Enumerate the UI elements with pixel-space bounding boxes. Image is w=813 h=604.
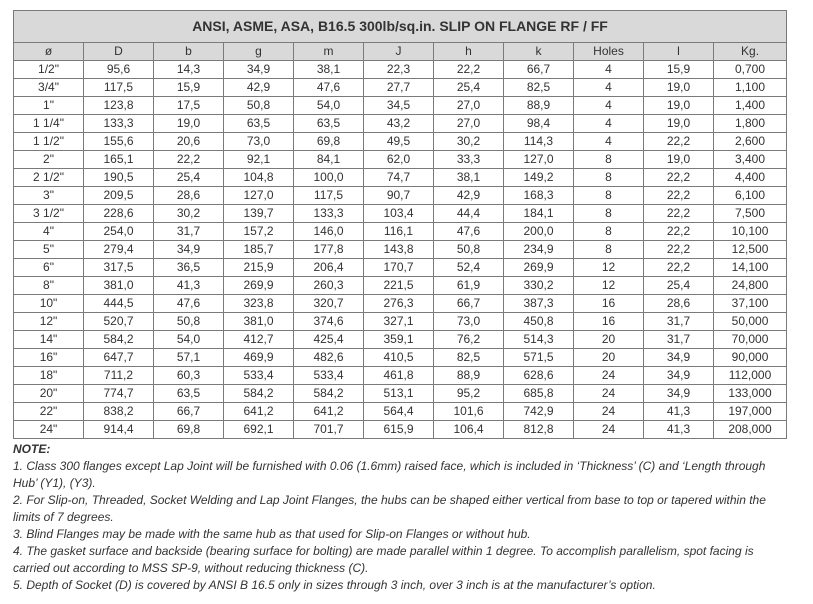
table-cell: 16 xyxy=(574,313,644,331)
table-cell: 711,2 xyxy=(84,367,154,385)
table-cell: 25,4 xyxy=(154,169,224,187)
table-cell: 24 xyxy=(574,367,644,385)
table-row xyxy=(14,133,787,151)
table-cell: 571,5 xyxy=(504,349,574,367)
table-cell: 628,6 xyxy=(504,367,574,385)
note-item: 4. The gasket surface and backside (bearing surface for bolting) are made parallel within 1 degree. To accomplish parallelism, spot facing is carried out according to MSS SP-9, without reducing thickness (C). xyxy=(13,544,754,575)
column-header: b xyxy=(154,43,224,61)
table-cell: 112,000 xyxy=(714,367,787,385)
table-cell: 14,100 xyxy=(714,259,787,277)
column-header-row xyxy=(14,43,787,61)
table-cell: 12 xyxy=(574,277,644,295)
table-cell: 276,3 xyxy=(364,295,434,313)
table-cell: 8" xyxy=(14,277,84,295)
table-cell: 692,1 xyxy=(224,421,294,439)
table-cell: 19,0 xyxy=(644,115,714,133)
table-cell: 74,7 xyxy=(364,169,434,187)
table-cell: 54,0 xyxy=(294,97,364,115)
table-cell: 37,100 xyxy=(714,295,787,313)
table-cell: 4" xyxy=(14,223,84,241)
table-cell: 812,8 xyxy=(504,421,574,439)
table-cell: 57,1 xyxy=(154,349,224,367)
table-cell: 63,5 xyxy=(154,385,224,403)
table-cell: 22,3 xyxy=(364,61,434,79)
table-cell: 15,9 xyxy=(154,79,224,97)
table-cell: 100,0 xyxy=(294,169,364,187)
table-cell: 155,6 xyxy=(84,133,154,151)
table-cell: 323,8 xyxy=(224,295,294,313)
table-row xyxy=(14,187,787,205)
table-cell: 20 xyxy=(574,331,644,349)
table-cell: 3,400 xyxy=(714,151,787,169)
table-cell: 66,7 xyxy=(154,403,224,421)
table-cell: 69,8 xyxy=(154,421,224,439)
table-cell: 116,1 xyxy=(364,223,434,241)
table-cell: 24 xyxy=(574,421,644,439)
table-cell: 22,2 xyxy=(644,187,714,205)
table-cell: 1,100 xyxy=(714,79,787,97)
table-row xyxy=(14,259,787,277)
table-cell: 31,7 xyxy=(644,313,714,331)
table-cell: 22,2 xyxy=(644,241,714,259)
table-cell: 8 xyxy=(574,169,644,187)
table-cell: 197,000 xyxy=(714,403,787,421)
table-cell: 641,2 xyxy=(224,403,294,421)
table-cell: 47,6 xyxy=(294,79,364,97)
table-cell: 425,4 xyxy=(294,331,364,349)
table-cell: 3" xyxy=(14,187,84,205)
table-cell: 123,8 xyxy=(84,97,154,115)
note-item: 1. Class 300 flanges except Lap Joint will be furnished with 0.06 (1.6mm) raised face, which is included in ‘Thickness’ (C) and ‘Length through Hub’ (Y1), (Y3). xyxy=(13,459,766,490)
table-cell: 387,3 xyxy=(504,295,574,313)
table-row xyxy=(14,403,787,421)
table-cell: 461,8 xyxy=(364,367,434,385)
table-cell: 28,6 xyxy=(154,187,224,205)
table-cell: 533,4 xyxy=(294,367,364,385)
table-cell: 19,0 xyxy=(644,97,714,115)
table-cell: 8 xyxy=(574,241,644,259)
table-cell: 533,4 xyxy=(224,367,294,385)
notes-heading: NOTE: xyxy=(13,442,51,456)
table-cell: 8 xyxy=(574,205,644,223)
table-row xyxy=(14,169,787,187)
table-cell: 22,2 xyxy=(644,133,714,151)
table-cell: 88,9 xyxy=(434,367,504,385)
table-cell: 15,9 xyxy=(644,61,714,79)
table-cell: 27,0 xyxy=(434,97,504,115)
table-cell: 584,2 xyxy=(84,331,154,349)
table-cell: 22,2 xyxy=(644,169,714,187)
table-cell: 4 xyxy=(574,115,644,133)
table-cell: 520,7 xyxy=(84,313,154,331)
table-cell: 1,400 xyxy=(714,97,787,115)
table-cell: 90,000 xyxy=(714,349,787,367)
table-cell: 82,5 xyxy=(504,79,574,97)
table-cell: 19,0 xyxy=(644,151,714,169)
table-cell: 469,9 xyxy=(224,349,294,367)
table-cell: 14" xyxy=(14,331,84,349)
table-cell: 1 1/2" xyxy=(14,133,84,151)
table-cell: 1 1/4" xyxy=(14,115,84,133)
table-cell: 320,7 xyxy=(294,295,364,313)
table-cell: 254,0 xyxy=(84,223,154,241)
table-cell: 16 xyxy=(574,295,644,313)
note-item: 2. For Slip-on, Threaded, Socket Welding and Lap Joint Flanges, the hubs can be shaped either vertical from base to top or tapered within the limits of 7 degrees. xyxy=(13,493,766,524)
table-cell: 701,7 xyxy=(294,421,364,439)
table-cell: 4 xyxy=(574,97,644,115)
table-cell: 14,3 xyxy=(154,61,224,79)
table-cell: 2" xyxy=(14,151,84,169)
column-header: Holes xyxy=(574,43,644,61)
table-cell: 106,4 xyxy=(434,421,504,439)
table-cell: 381,0 xyxy=(224,313,294,331)
table-cell: 10" xyxy=(14,295,84,313)
table-cell: 20,6 xyxy=(154,133,224,151)
table-cell: 584,2 xyxy=(224,385,294,403)
table-cell: 101,6 xyxy=(434,403,504,421)
table-cell: 50,8 xyxy=(154,313,224,331)
table-cell: 42,9 xyxy=(434,187,504,205)
table-row xyxy=(14,313,787,331)
table-cell: 30,2 xyxy=(154,205,224,223)
table-cell: 117,5 xyxy=(294,187,364,205)
table-cell: 25,4 xyxy=(644,277,714,295)
table-cell: 641,2 xyxy=(294,403,364,421)
flange-dimension-table xyxy=(13,10,787,439)
table-cell: 84,1 xyxy=(294,151,364,169)
table-cell: 41,3 xyxy=(644,403,714,421)
table-cell: 139,7 xyxy=(224,205,294,223)
table-cell: 359,1 xyxy=(364,331,434,349)
table-row xyxy=(14,349,787,367)
column-header: J xyxy=(364,43,434,61)
table-cell: 3/4" xyxy=(14,79,84,97)
table-cell: 1/2" xyxy=(14,61,84,79)
table-row xyxy=(14,205,787,223)
table-cell: 20 xyxy=(574,349,644,367)
table-cell: 49,5 xyxy=(364,133,434,151)
table-cell: 27,7 xyxy=(364,79,434,97)
table-cell: 42,9 xyxy=(224,79,294,97)
table-cell: 117,5 xyxy=(84,79,154,97)
table-cell: 38,1 xyxy=(294,61,364,79)
table-cell: 31,7 xyxy=(644,331,714,349)
table-cell: 34,5 xyxy=(364,97,434,115)
table-row xyxy=(14,421,787,439)
table-cell: 50,8 xyxy=(224,97,294,115)
table-cell: 0,700 xyxy=(714,61,787,79)
table-cell: 185,7 xyxy=(224,241,294,259)
table-cell: 38,1 xyxy=(434,169,504,187)
table-row xyxy=(14,223,787,241)
table-cell: 17,5 xyxy=(154,97,224,115)
table-cell: 63,5 xyxy=(294,115,364,133)
table-cell: 6" xyxy=(14,259,84,277)
table-cell: 8 xyxy=(574,151,644,169)
table-cell: 149,2 xyxy=(504,169,574,187)
table-cell: 24 xyxy=(574,403,644,421)
table-cell: 50,8 xyxy=(434,241,504,259)
flange-spec-document xyxy=(13,10,786,594)
table-cell: 177,8 xyxy=(294,241,364,259)
table-cell: 24 xyxy=(574,385,644,403)
table-cell: 8 xyxy=(574,187,644,205)
table-row xyxy=(14,277,787,295)
table-cell: 269,9 xyxy=(504,259,574,277)
table-cell: 260,3 xyxy=(294,277,364,295)
table-row xyxy=(14,367,787,385)
table-cell: 50,000 xyxy=(714,313,787,331)
table-cell: 513,1 xyxy=(364,385,434,403)
table-cell: 234,9 xyxy=(504,241,574,259)
notes-section xyxy=(13,441,786,594)
table-cell: 208,000 xyxy=(714,421,787,439)
table-cell: 22,2 xyxy=(644,223,714,241)
table-cell: 279,4 xyxy=(84,241,154,259)
table-cell: 76,2 xyxy=(434,331,504,349)
table-cell: 450,8 xyxy=(504,313,574,331)
column-header: l xyxy=(644,43,714,61)
table-cell: 88,9 xyxy=(504,97,574,115)
table-cell: 209,5 xyxy=(84,187,154,205)
table-cell: 22,2 xyxy=(154,151,224,169)
table-cell: 4 xyxy=(574,79,644,97)
table-cell: 34,9 xyxy=(644,367,714,385)
table-cell: 31,7 xyxy=(154,223,224,241)
table-cell: 133,000 xyxy=(714,385,787,403)
table-cell: 22,2 xyxy=(434,61,504,79)
table-cell: 412,7 xyxy=(224,331,294,349)
table-cell: 742,9 xyxy=(504,403,574,421)
table-cell: 4 xyxy=(574,133,644,151)
table-cell: 200,0 xyxy=(504,223,574,241)
table-cell: 482,6 xyxy=(294,349,364,367)
column-header: h xyxy=(434,43,504,61)
table-cell: 374,6 xyxy=(294,313,364,331)
table-cell: 24,800 xyxy=(714,277,787,295)
table-cell: 92,1 xyxy=(224,151,294,169)
table-cell: 330,2 xyxy=(504,277,574,295)
table-cell: 444,5 xyxy=(84,295,154,313)
table-cell: 3 1/2" xyxy=(14,205,84,223)
table-cell: 61,9 xyxy=(434,277,504,295)
table-cell: 98,4 xyxy=(504,115,574,133)
table-cell: 914,4 xyxy=(84,421,154,439)
table-cell: 133,3 xyxy=(294,205,364,223)
table-row xyxy=(14,79,787,97)
table-cell: 146,0 xyxy=(294,223,364,241)
table-cell: 143,8 xyxy=(364,241,434,259)
table-cell: 4 xyxy=(574,61,644,79)
table-cell: 4,400 xyxy=(714,169,787,187)
table-cell: 44,4 xyxy=(434,205,504,223)
table-cell: 28,6 xyxy=(644,295,714,313)
table-cell: 317,5 xyxy=(84,259,154,277)
table-cell: 34,9 xyxy=(224,61,294,79)
table-cell: 114,3 xyxy=(504,133,574,151)
table-cell: 54,0 xyxy=(154,331,224,349)
table-cell: 838,2 xyxy=(84,403,154,421)
table-cell: 104,8 xyxy=(224,169,294,187)
table-cell: 133,3 xyxy=(84,115,154,133)
table-cell: 34,9 xyxy=(154,241,224,259)
table-cell: 410,5 xyxy=(364,349,434,367)
table-row xyxy=(14,331,787,349)
table-row xyxy=(14,115,787,133)
table-cell: 157,2 xyxy=(224,223,294,241)
table-cell: 127,0 xyxy=(224,187,294,205)
table-cell: 95,6 xyxy=(84,61,154,79)
table-cell: 18" xyxy=(14,367,84,385)
table-cell: 22" xyxy=(14,403,84,421)
table-cell: 41,3 xyxy=(154,277,224,295)
table-cell: 19,0 xyxy=(154,115,224,133)
note-item: 3. Blind Flanges may be made with the same hub as that used for Slip-on Flanges or without hub. xyxy=(13,527,531,541)
table-cell: 564,4 xyxy=(364,403,434,421)
table-cell: 34,9 xyxy=(644,385,714,403)
table-title: ANSI, ASME, ASA, B16.5 300lb/sq.in. SLIP ON FLANGE RF / FF xyxy=(14,11,787,43)
table-cell: 12 xyxy=(574,259,644,277)
column-header: D xyxy=(84,43,154,61)
table-cell: 24" xyxy=(14,421,84,439)
column-header: ø xyxy=(14,43,84,61)
table-cell: 168,3 xyxy=(504,187,574,205)
table-cell: 206,4 xyxy=(294,259,364,277)
table-cell: 25,4 xyxy=(434,79,504,97)
table-cell: 70,000 xyxy=(714,331,787,349)
table-cell: 1,800 xyxy=(714,115,787,133)
table-row xyxy=(14,97,787,115)
table-cell: 36,5 xyxy=(154,259,224,277)
table-cell: 43,2 xyxy=(364,115,434,133)
table-cell: 16" xyxy=(14,349,84,367)
column-header: Kg. xyxy=(714,43,787,61)
table-cell: 190,5 xyxy=(84,169,154,187)
table-cell: 5" xyxy=(14,241,84,259)
table-cell: 62,0 xyxy=(364,151,434,169)
table-cell: 95,2 xyxy=(434,385,504,403)
table-cell: 8 xyxy=(574,223,644,241)
table-cell: 215,9 xyxy=(224,259,294,277)
table-cell: 615,9 xyxy=(364,421,434,439)
table-cell: 47,6 xyxy=(434,223,504,241)
table-cell: 82,5 xyxy=(434,349,504,367)
table-cell: 774,7 xyxy=(84,385,154,403)
table-cell: 327,1 xyxy=(364,313,434,331)
column-header: k xyxy=(504,43,574,61)
table-cell: 165,1 xyxy=(84,151,154,169)
table-cell: 269,9 xyxy=(224,277,294,295)
table-cell: 685,8 xyxy=(504,385,574,403)
table-cell: 184,1 xyxy=(504,205,574,223)
table-row xyxy=(14,385,787,403)
table-cell: 381,0 xyxy=(84,277,154,295)
table-row xyxy=(14,151,787,169)
table-row xyxy=(14,61,787,79)
table-cell: 127,0 xyxy=(504,151,574,169)
table-cell: 584,2 xyxy=(294,385,364,403)
table-cell: 12" xyxy=(14,313,84,331)
column-header: m xyxy=(294,43,364,61)
table-cell: 103,4 xyxy=(364,205,434,223)
table-cell: 47,6 xyxy=(154,295,224,313)
table-cell: 10,100 xyxy=(714,223,787,241)
table-cell: 30,2 xyxy=(434,133,504,151)
table-cell: 69,8 xyxy=(294,133,364,151)
table-cell: 1" xyxy=(14,97,84,115)
column-header: g xyxy=(224,43,294,61)
table-row xyxy=(14,295,787,313)
table-cell: 647,7 xyxy=(84,349,154,367)
table-cell: 22,2 xyxy=(644,259,714,277)
note-item: 5. Depth of Socket (D) is covered by ANSI B 16.5 only in sizes through 3 inch, over 3 inch is at the manufacturer’s option. xyxy=(13,578,656,592)
table-cell: 19,0 xyxy=(644,79,714,97)
table-cell: 228,6 xyxy=(84,205,154,223)
table-cell: 63,5 xyxy=(224,115,294,133)
table-cell: 41,3 xyxy=(644,421,714,439)
table-cell: 2 1/2" xyxy=(14,169,84,187)
table-cell: 66,7 xyxy=(434,295,504,313)
table-cell: 73,0 xyxy=(434,313,504,331)
table-cell: 52,4 xyxy=(434,259,504,277)
table-cell: 34,9 xyxy=(644,349,714,367)
table-cell: 27,0 xyxy=(434,115,504,133)
table-cell: 33,3 xyxy=(434,151,504,169)
table-cell: 7,500 xyxy=(714,205,787,223)
table-cell: 22,2 xyxy=(644,205,714,223)
notes-list xyxy=(13,458,786,594)
table-cell: 20" xyxy=(14,385,84,403)
table-cell: 90,7 xyxy=(364,187,434,205)
table-cell: 60,3 xyxy=(154,367,224,385)
table-cell: 12,500 xyxy=(714,241,787,259)
table-cell: 170,7 xyxy=(364,259,434,277)
table-cell: 66,7 xyxy=(504,61,574,79)
table-body xyxy=(14,61,787,439)
table-cell: 514,3 xyxy=(504,331,574,349)
table-cell: 73,0 xyxy=(224,133,294,151)
table-cell: 6,100 xyxy=(714,187,787,205)
table-row xyxy=(14,241,787,259)
table-cell: 221,5 xyxy=(364,277,434,295)
table-cell: 2,600 xyxy=(714,133,787,151)
